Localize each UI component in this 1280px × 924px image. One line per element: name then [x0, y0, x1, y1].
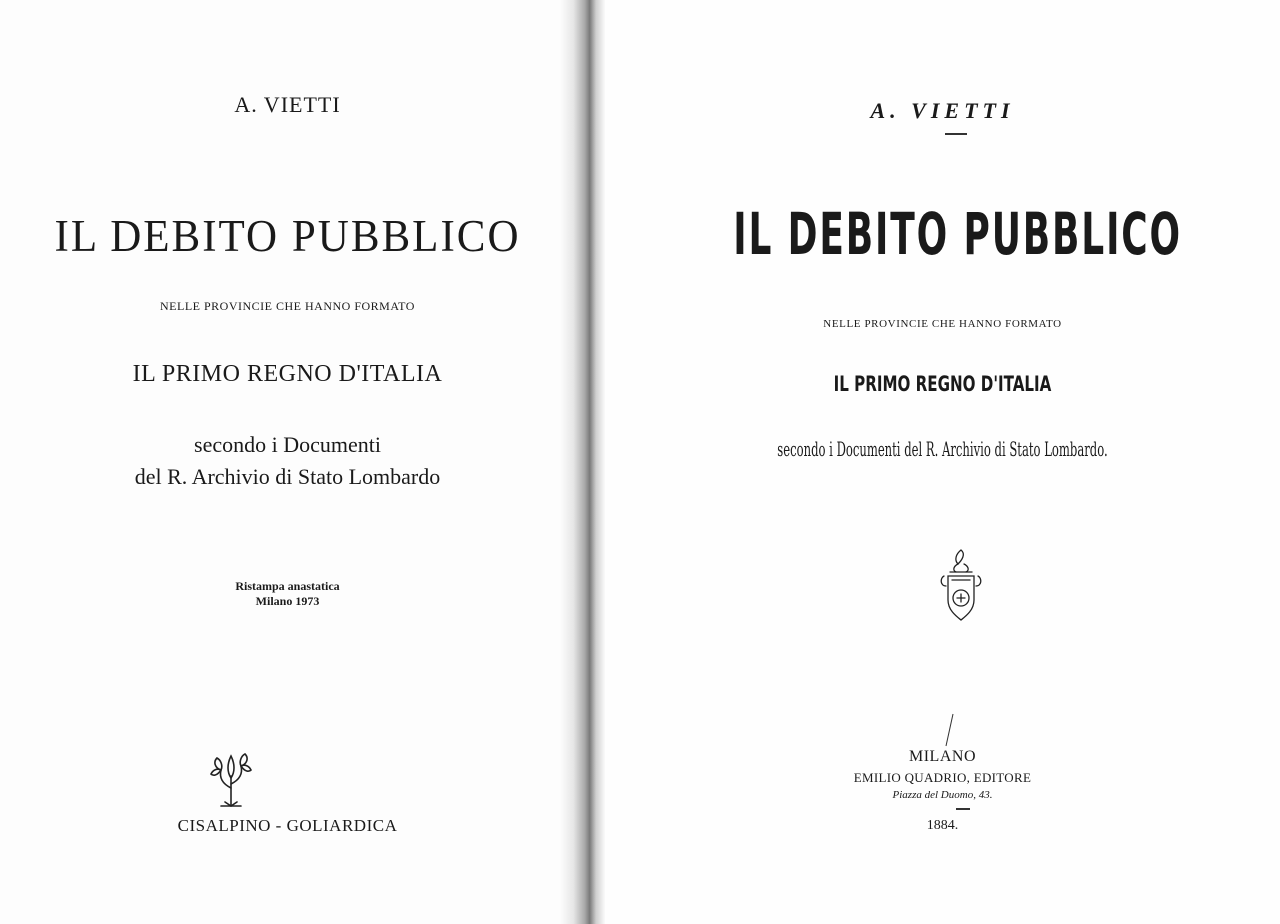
left-page-reprint	[0, 0, 575, 924]
publication-year: 1884.	[926, 818, 959, 833]
tree-logo-icon	[207, 748, 255, 810]
documents-line-1: secondo i Documenti	[194, 432, 381, 457]
publisher-address: Piazza del Duomo, 43.	[892, 789, 993, 801]
book-title: IL DEBITO PUBBLICO	[733, 200, 1182, 268]
book-subtitle: NELLE PROVINCIE CHE HANNO FORMATO	[823, 318, 1062, 330]
book-title: IL DEBITO PUBBLICO	[54, 211, 521, 262]
publication-city: MILANO	[909, 748, 976, 765]
reprint-place-year: Milano 1973	[255, 594, 320, 608]
right-page-original	[605, 0, 1280, 924]
documents-line-2: del R. Archivio di Stato Lombardo	[134, 464, 441, 489]
author-name: A. VIETTI	[870, 98, 1015, 123]
ink-stroke-mark	[943, 712, 955, 748]
regno-heading: IL PRIMO REGNO D'ITALIA	[833, 372, 1052, 396]
book-subtitle: NELLE PROVINCIE CHE HANNO FORMATO	[160, 299, 415, 313]
publisher-name: CISALPINO - GOLIARDICA	[177, 816, 398, 835]
reprint-note: Ristampa anastatica	[235, 579, 340, 593]
author-divider	[945, 133, 967, 135]
documents-line: secondo i Documenti del R. Archivio di Stato Lombardo.	[777, 437, 1108, 461]
regno-heading: IL PRIMO REGNO D'ITALIA	[132, 361, 443, 387]
printer-emblem-icon	[936, 546, 986, 626]
book-spine-gutter	[560, 0, 605, 924]
date-divider	[956, 808, 970, 810]
publisher-name: EMILIO QUADRIO, EDITORE	[853, 770, 1032, 785]
author-name: A. VIETTI	[234, 92, 341, 117]
